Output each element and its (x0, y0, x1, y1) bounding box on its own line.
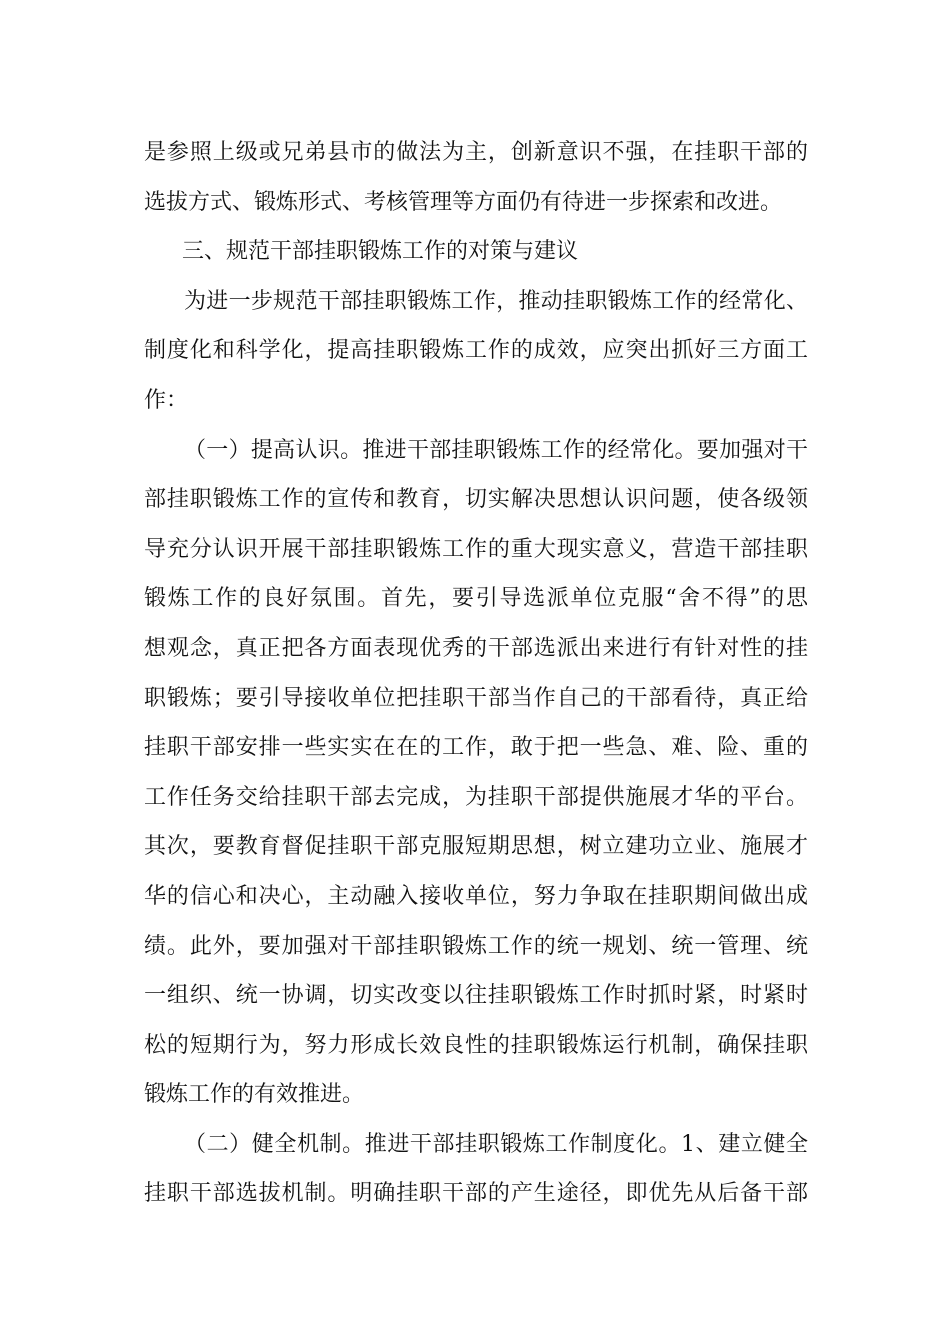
body-line: （一）提高认识。推进干部挂职锻炼工作的经常化。要加强对干 (184, 437, 808, 463)
document-body (144, 128, 808, 1219)
body-line: 选拔方式、锻炼形式、考核管理等方面仍有待进一步探索和改进。 (144, 189, 783, 215)
body-line: 部挂职锻炼工作的宣传和教育，切实解决思想认识问题，使各级领 (144, 487, 808, 513)
body-line: 其次，要教育督促挂职干部克服短期思想，树立建功立业、施展才 (144, 834, 808, 860)
body-line: 锻炼工作的有效推进。 (144, 1082, 365, 1108)
body-line: 一组织、统一协调，切实改变以往挂职锻炼工作时抓时紧，时紧时 (144, 983, 808, 1009)
body-line: 制度化和科学化，提高挂职锻炼工作的成效，应突出抓好三方面工 (144, 338, 808, 364)
body-line: 挂职干部选拔机制。明确挂职干部的产生途径，即优先从后备干部 (144, 1181, 808, 1207)
body-line: 挂职干部安排一些实实在在的工作，敢于把一些急、难、险、重的 (144, 735, 808, 761)
body-line: 华的信心和决心，主动融入接收单位，努力争取在挂职期间做出成 (144, 883, 808, 909)
body-line: 绩。此外，要加强对干部挂职锻炼工作的统一规划、统一管理、统 (144, 933, 808, 959)
body-line: 为进一步规范干部挂职锻炼工作，推动挂职锻炼工作的经常化、 (184, 288, 808, 314)
body-line: 锻炼工作的良好氛围。首先，要引导选派单位克服“舍不得”的思 (144, 586, 808, 612)
section-heading: 三、规范干部挂职锻炼工作的对策与建议 (182, 239, 579, 265)
body-line: （二）健全机制。推进干部挂职锻炼工作制度化。1、建立健全 (184, 1131, 808, 1157)
body-line: 想观念，真正把各方面表现优秀的干部选派出来进行有针对性的挂 (144, 635, 808, 661)
body-line: 工作任务交给挂职干部去完成，为挂职干部提供施展才华的平台。 (144, 784, 808, 810)
body-line: 是参照上级或兄弟县市的做法为主，创新意识不强，在挂职干部的 (144, 140, 808, 165)
body-line: 作： (144, 387, 189, 413)
body-line: 松的短期行为，努力形成长效良性的挂职锻炼运行机制，确保挂职 (144, 1032, 808, 1058)
body-line: 职锻炼；要引导接收单位把挂职干部当作自己的干部看待，真正给 (144, 685, 808, 711)
body-line: 导充分认识开展干部挂职锻炼工作的重大现实意义，营造干部挂职 (144, 536, 808, 562)
